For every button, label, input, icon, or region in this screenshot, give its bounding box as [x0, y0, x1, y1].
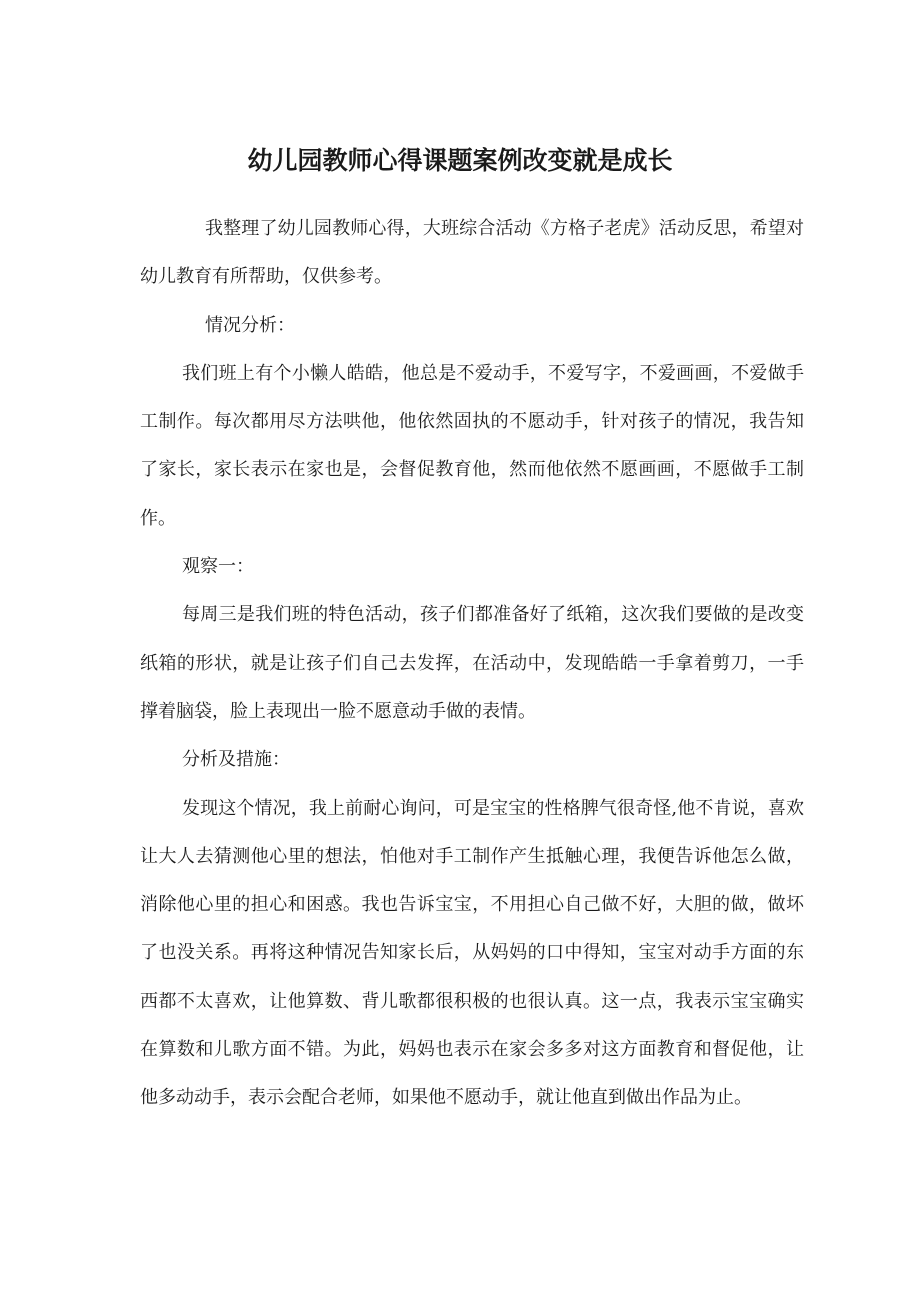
analysis-paragraph: 发现这个情况，我上前耐心询问，可是宝宝的性格脾气很奇怪,他不肯说，喜欢让大人去猜测他心里的想法，怕他对手工制作产生抵触心理，我便告诉他怎么做，消除他心里的担心和困惑。我也告诉宝宝，不用担心自己做不好，大胆的做，做坏了也没关系。再将这种情况告知家长后，从妈妈的口中得知，宝宝对动手方面的东西都不太喜欢，让他算数、背儿歌都很积极的也很认真。这一点，我表示宝宝确实在算数和儿歌方面不错。为此，妈妈也表示在家会多多对这方面教育和督促他，让他多动动手，表示会配合老师，如果他不愿动手，就让他直到做出作品为止。 [140, 797, 804, 1109]
intro-paragraph: 我整理了幼儿园教师心得，大班综合活动《方格子老虎》活动反思，希望对幼儿教育有所帮助，仅供参考。 [140, 218, 804, 288]
document-title: 幼儿园教师心得课题案例改变就是成长 [247, 146, 673, 175]
observation-paragraph: 每周三是我们班的特色活动，孩子们都准备好了纸箱，这次我们要做的是改变纸箱的形状，就是让孩子们自己去发挥，在活动中，发现皓皓一手拿着剪刀，一手撑着脑袋，脸上表现出一脸不愿意动手做的表情。 [140, 604, 804, 722]
document-body [140, 205, 804, 1123]
section-heading-observation: 观察一： [182, 556, 254, 578]
section-heading-situation: 情况分析： [205, 314, 295, 336]
section-heading-analysis: 分析及措施： [182, 749, 290, 771]
situation-paragraph: 我们班上有个小懒人皓皓，他总是不爱动手，不爱写字，不爱画画，不爱做手工制作。每次都用尽方法哄他，他依然固执的不愿动手，针对孩子的情况，我告知了家长，家长表示在家也是，会督促教育他，然而他依然不愿画画，不愿做手工制作。 [140, 362, 804, 529]
